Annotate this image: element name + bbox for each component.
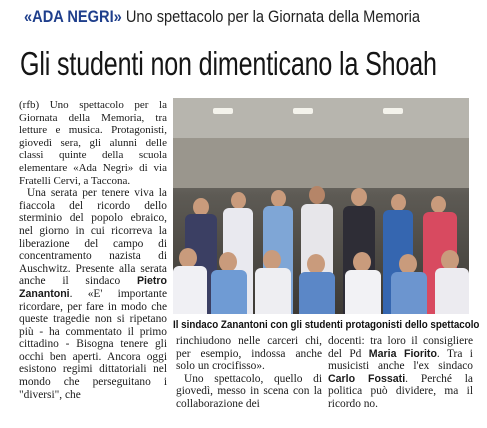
person-head xyxy=(271,190,286,207)
person-head xyxy=(309,186,325,204)
article-column-right xyxy=(328,335,473,411)
article-photo xyxy=(173,98,469,314)
person-head xyxy=(391,194,406,211)
ceiling-lamp xyxy=(293,108,313,114)
ceiling-lamp xyxy=(213,108,233,114)
kicker-tag: «ADA NEGRI» xyxy=(24,7,122,26)
person-head xyxy=(307,254,325,274)
person-head xyxy=(353,252,371,272)
person-body xyxy=(299,272,335,314)
person-body xyxy=(435,268,469,314)
article-paragraph-5 xyxy=(328,335,473,411)
paragraph-5-text-a: docenti: tra loro il consigliere del Pd xyxy=(328,335,473,360)
photo-ceiling xyxy=(173,98,469,138)
paragraph-2-text-a: Una serata per tenere viva la fiaccola del ricordo dello sterminio del popolo ebraico, nel giorno in cui ricorreva la liberazione del campo di concentramento nazista di Auschwitz. Presente alla serata anche il sindaco xyxy=(19,187,167,288)
kicker-text: Uno spettacolo per la Giornata della Memoria xyxy=(125,7,421,26)
person-head xyxy=(219,252,237,272)
person-body xyxy=(255,268,291,314)
person-name-fiorito: Maria Fiorito xyxy=(368,347,437,360)
photo-caption: Il sindaco Zanantoni con gli studenti protagonisti dello spettacolo xyxy=(173,319,480,331)
article-paragraph-1: (rfb) Uno spettacolo per la Giornata della Memoria, tra letture e musica. Protagonisti, giovedì sera, gli alunni delle classi quinte della scuola elementare «Ada Negri» di via Fratelli Cervi, a Taccona. xyxy=(19,99,167,187)
article-column-middle xyxy=(176,335,322,411)
paragraph-2-text-b: . «E' importante ricordare, per fare in modo che queste tragedie non si ripetano più - ha commentato il primo cittadino - Bisogna tenere gli occhi ben aperti. Ancora oggi esistono regimi dittatoriali nel mondo che perseguitano i "diversi", che xyxy=(19,287,167,401)
person-head xyxy=(441,250,459,270)
article-paragraph-3: rinchiudono nelle carceri chi, per esempio, indossa anche solo un crocifisso». xyxy=(176,335,322,373)
article-headline: Gli studenti non dimenticano la Shoah xyxy=(20,45,437,82)
person-head xyxy=(351,188,367,206)
person-name-fossati: Carlo Fossati xyxy=(328,372,406,385)
article-column-left xyxy=(19,99,167,421)
person-body xyxy=(211,270,247,314)
person-head xyxy=(231,192,246,209)
person-head xyxy=(263,250,281,270)
person-body xyxy=(345,270,381,314)
person-head xyxy=(399,254,417,274)
person-head xyxy=(179,248,197,268)
person-head xyxy=(431,196,446,213)
article-paragraph-2 xyxy=(19,187,167,401)
paragraph-5-text-c: . Perché la politica può dividere, ma il ricordo no. xyxy=(328,372,473,410)
person-body xyxy=(391,272,427,314)
ceiling-lamp xyxy=(383,108,403,114)
article-kicker xyxy=(24,6,421,28)
person-name-zanantoni: Pietro Zanantoni xyxy=(19,275,167,300)
article-paragraph-4: Uno spettacolo, quello di giovedì, messo in scena con la collaborazione dei xyxy=(176,372,322,410)
photo-crowd xyxy=(173,168,469,314)
paragraph-5-text-b: . Tra i musicisti anche l'ex sindaco xyxy=(328,347,473,373)
person-body xyxy=(173,266,207,314)
